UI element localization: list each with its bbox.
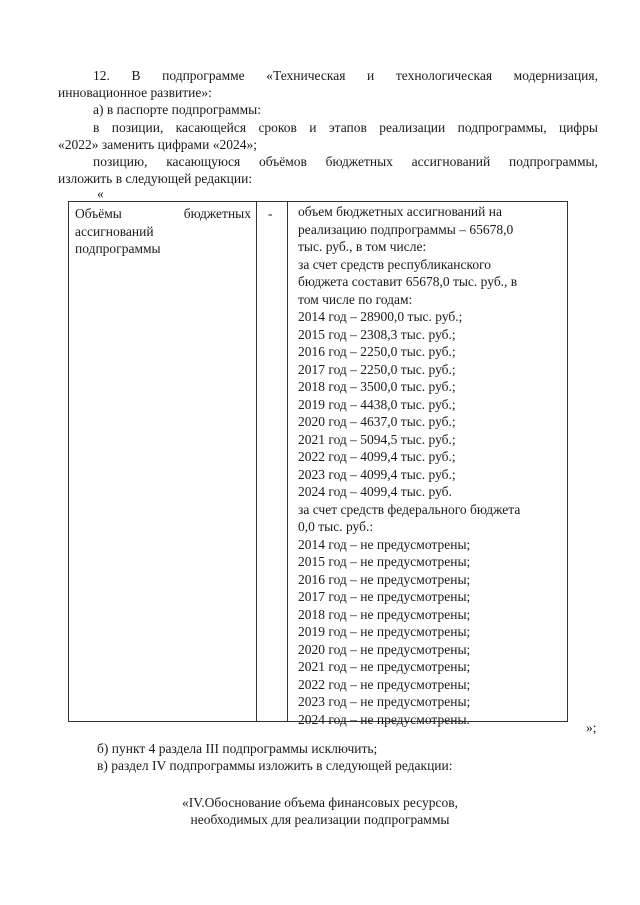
budget-detail-line: 0,0 тыс. руб.: xyxy=(298,519,374,534)
budget-detail-line: 2014 год – 28900,0 тыс. руб.; xyxy=(298,309,463,324)
budget-detail-line: 2017 год – 2250,0 тыс. руб.; xyxy=(298,361,456,377)
budget-detail-line: 2015 год – 2308,3 тыс. руб.; xyxy=(298,326,456,342)
budget-detail-line: 2024 год – 4099,4 тыс. руб. xyxy=(298,484,452,499)
budget-detail-line: 2016 год – не предусмотрены; xyxy=(298,571,471,587)
budget-label-line: ассигнований xyxy=(75,223,154,239)
budget-detail-line: тыс. руб., в том числе: xyxy=(298,239,427,254)
budget-detail-line: за счет средств республиканского xyxy=(298,256,492,272)
budget-detail-line: 2021 год – 5094,5 тыс. руб.; xyxy=(298,431,456,447)
budget-detail-line: 2015 год – не предусмотрены; xyxy=(298,554,471,569)
section-heading-line2: необходимых для реализации подпрограммы xyxy=(190,812,450,827)
paragraph-v: в) раздел IV подпрограммы изложить в следующей редакции: xyxy=(97,758,453,773)
budget-details-cell xyxy=(298,203,520,728)
budget-detail-line: 2019 год – 4438,0 тыс. руб.; xyxy=(298,396,456,412)
budget-label-line: Объёмы бюджетных xyxy=(75,206,251,221)
dash-cell: - xyxy=(268,206,273,221)
table-divider-2 xyxy=(287,202,288,721)
budget-detail-line: 2016 год – 2250,0 тыс. руб.; xyxy=(298,344,456,359)
paragraph-volumes-line1: позицию, касающуюся объёмов бюджетных ассигнований подпрограммы, xyxy=(93,154,598,169)
budget-detail-line: 2014 год – не предусмотрены; xyxy=(298,536,471,552)
table-close-quote: »; xyxy=(586,720,597,735)
budget-detail-line: 2020 год – не предусмотрены; xyxy=(298,641,471,657)
budget-detail-line: объем бюджетных ассигнований на xyxy=(298,204,502,219)
paragraph-b: б) пункт 4 раздела III подпрограммы исключить; xyxy=(97,741,378,756)
paragraph-a: а) в паспорте подпрограммы: xyxy=(93,102,261,117)
budget-label-cell xyxy=(75,205,251,258)
budget-detail-line: 2022 год – 4099,4 тыс. руб.; xyxy=(298,449,456,464)
budget-detail-line: 2023 год – 4099,4 тыс. руб.; xyxy=(298,466,456,482)
budget-detail-line: реализацию подпрограммы – 65678,0 xyxy=(298,221,514,237)
table-divider-1 xyxy=(256,202,257,721)
budget-label-line: подпрограммы xyxy=(75,241,161,256)
budget-detail-line: 2021 год – не предусмотрены; xyxy=(298,659,471,674)
budget-detail-line: 2023 год – не предусмотрены; xyxy=(298,694,471,709)
budget-table xyxy=(68,201,568,727)
budget-detail-line: 2020 год – 4637,0 тыс. руб.; xyxy=(298,414,456,429)
table-open-quote: « xyxy=(97,186,104,201)
budget-detail-line: 2018 год – не предусмотрены; xyxy=(298,606,471,622)
section-heading-line1: «IV.Обоснование объема финансовых ресурсов, xyxy=(182,795,458,810)
budget-detail-line: 2024 год – не предусмотрены. xyxy=(298,711,470,727)
paragraph-position-line1: в позиции, касающейся сроков и этапов реализации подпрограммы, цифры xyxy=(93,120,598,135)
budget-detail-line: том числе по годам: xyxy=(298,291,413,307)
budget-detail-line: 2018 год – 3500,0 тыс. руб.; xyxy=(298,379,456,394)
paragraph-position-line2: «2022» заменить цифрами «2024»; xyxy=(58,137,257,152)
budget-detail-line: за счет средств федерального бюджета xyxy=(298,501,521,517)
paragraph-12-line2: инновационное развитие»: xyxy=(58,85,212,100)
budget-detail-line: 2022 год – не предусмотрены; xyxy=(298,676,471,692)
paragraph-volumes-line2: изложить в следующей редакции: xyxy=(58,171,253,186)
budget-detail-line: бюджета составит 65678,0 тыс. руб., в xyxy=(298,274,518,289)
paragraph-12-line1: 12. В подпрограмме «Техническая и технологическая модернизация, xyxy=(93,68,598,83)
budget-detail-line: 2017 год – не предусмотрены; xyxy=(298,589,471,604)
budget-detail-line: 2019 год – не предусмотрены; xyxy=(298,624,471,639)
